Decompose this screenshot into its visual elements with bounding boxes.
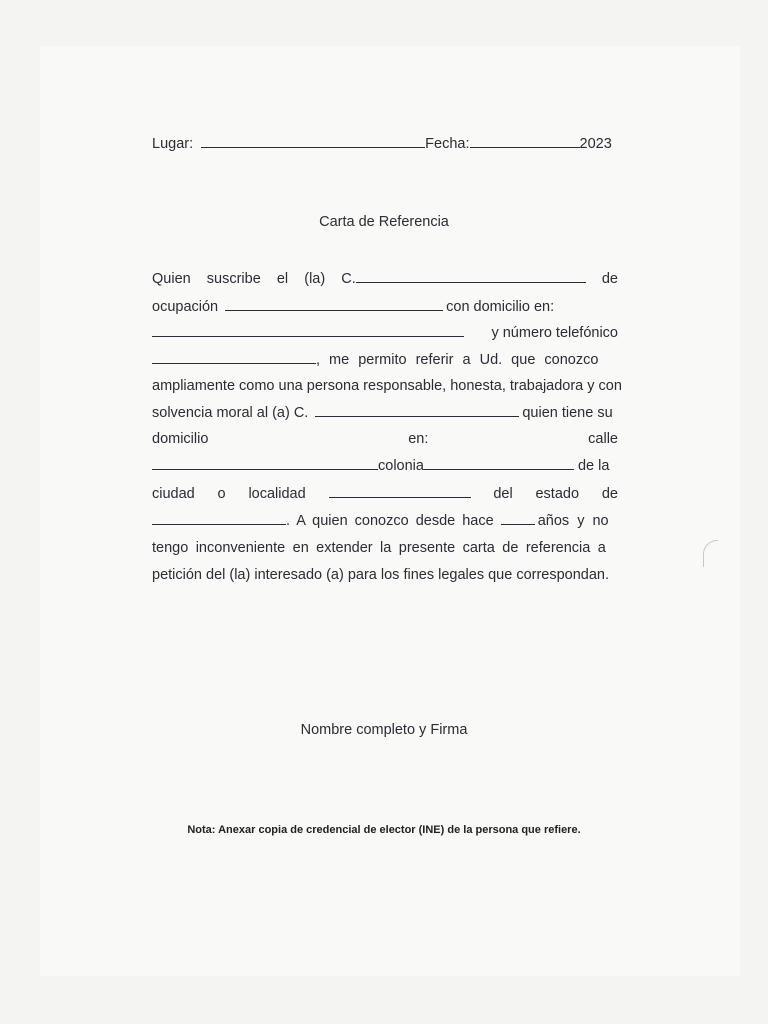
paper-mark	[703, 540, 718, 567]
word: , me permito referir a Ud. que conozco	[316, 352, 599, 368]
body-line-7	[152, 426, 618, 453]
body-line-5: ampliamente como una persona responsable, honesta, trabajadora y con	[152, 378, 622, 394]
years-blank	[501, 523, 535, 525]
word: con domicilio en:	[446, 299, 555, 315]
address-blank	[152, 335, 464, 337]
body-line-11: tengo inconveniente en extender la presente carta de referencia a	[152, 540, 606, 556]
word: de	[601, 486, 618, 502]
fecha-blank	[470, 146, 580, 148]
word: . A quien conozco desde hace	[286, 513, 494, 529]
referrer-name-blank	[356, 281, 586, 283]
colonia-blank	[424, 468, 574, 470]
body-line-1	[152, 266, 618, 293]
word: (la)	[304, 271, 326, 287]
body-line-4	[152, 347, 618, 374]
body-line-6	[152, 400, 618, 427]
word: del	[493, 486, 513, 502]
phone-blank	[152, 362, 316, 364]
body-line-2	[152, 294, 618, 321]
word: Quien	[152, 271, 191, 287]
word: localidad	[248, 486, 306, 502]
body-line-10	[152, 508, 618, 535]
fecha-label: Fecha:	[425, 136, 470, 152]
state-blank	[152, 523, 286, 525]
word: o	[217, 486, 226, 502]
word: quien tiene su	[522, 405, 613, 421]
year-text: 2023	[579, 136, 612, 152]
occupation-blank	[225, 309, 443, 311]
word: C.	[341, 271, 356, 287]
word: ocupación	[152, 299, 219, 315]
word: calle	[588, 431, 618, 447]
word: el	[276, 271, 289, 287]
body-line-9	[152, 481, 618, 508]
word: y número telefónico	[491, 325, 618, 341]
word: colonia	[378, 458, 424, 474]
word: suscribe	[206, 271, 261, 287]
word: años y no	[537, 513, 609, 529]
word: solvencia moral al (a) C.	[152, 405, 309, 421]
body-line-8	[152, 453, 618, 480]
referred-name-blank	[315, 415, 519, 417]
c-name-group	[341, 266, 586, 293]
header-line	[152, 131, 618, 158]
word: en:	[408, 431, 429, 447]
word: de	[601, 271, 618, 287]
body-line-12: petición del (la) interesado (a) para los fines legales que correspondan.	[152, 567, 610, 583]
footnote: Nota: Anexar copia de credencial de elector (INE) de la persona que refiere.	[187, 824, 581, 836]
signature-label: Nombre completo y Firma	[300, 722, 468, 738]
word: de la	[577, 458, 610, 474]
body-line-3	[152, 320, 618, 347]
lugar-label: Lugar:	[152, 136, 194, 152]
word: ciudad	[152, 486, 195, 502]
word: domicilio	[152, 431, 209, 447]
city-blank	[329, 496, 471, 498]
document-title: Carta de Referencia	[319, 214, 449, 230]
word: estado	[535, 486, 580, 502]
lugar-blank	[201, 146, 425, 148]
street-blank	[152, 468, 378, 470]
